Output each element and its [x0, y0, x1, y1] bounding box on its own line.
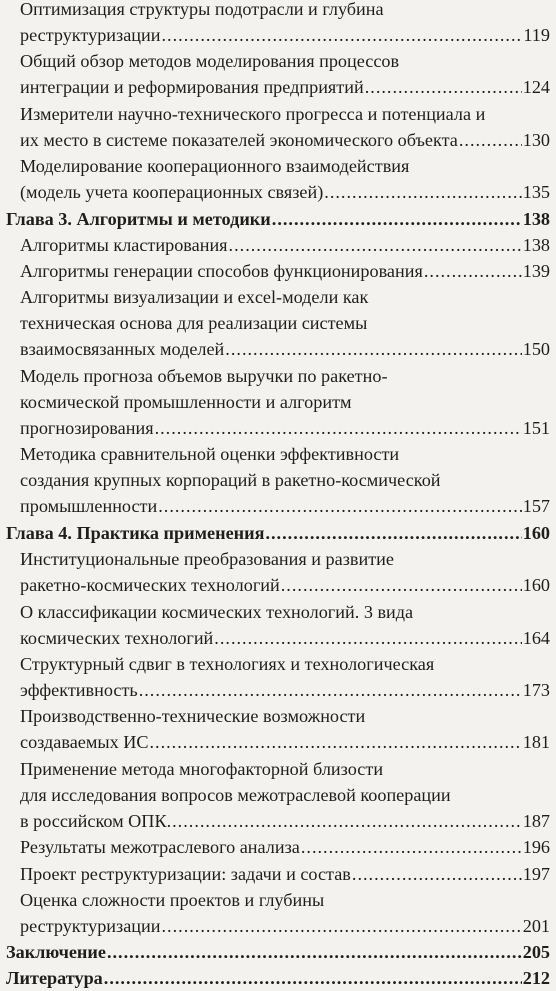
toc-entry-line	[20, 861, 550, 887]
toc-entry	[20, 703, 550, 755]
toc-entry-title: эффективность	[20, 680, 138, 700]
toc-entry-line	[20, 232, 550, 258]
toc-entry-line	[20, 834, 550, 860]
toc-entry-title: реструктуризации	[20, 25, 161, 45]
dot-leader	[225, 336, 521, 362]
toc-entry-line: Общий обзор методов моделирования процессов	[20, 51, 400, 72]
dot-leader	[172, 808, 522, 834]
dot-leader	[424, 258, 522, 284]
toc-entry-line	[20, 808, 550, 834]
toc-page-number: 160	[522, 523, 550, 543]
toc-entry-line	[6, 939, 550, 965]
dot-leader	[301, 834, 522, 860]
dot-leader	[265, 520, 521, 546]
dot-leader	[272, 206, 522, 232]
dot-leader	[365, 74, 522, 100]
dot-leader	[107, 939, 522, 965]
toc-page-number: 119	[523, 25, 550, 45]
dot-leader	[214, 625, 521, 651]
toc-entry	[20, 599, 550, 651]
toc-entry-line	[20, 74, 550, 100]
toc-page-number: 124	[522, 77, 550, 98]
dot-leader	[104, 965, 522, 991]
toc-page-number: 130	[522, 129, 550, 150]
toc-entry-line	[20, 729, 550, 755]
toc-entry	[20, 0, 550, 48]
dot-leader	[281, 572, 522, 598]
toc-entry-line	[20, 179, 550, 205]
toc-entry-line: Методика сравнительной оценки эффективности	[20, 444, 400, 465]
dot-leader	[149, 729, 521, 755]
toc-entry-title: в российском ОПК.	[20, 810, 172, 831]
toc-entry-line	[20, 258, 550, 284]
toc-entry-line	[20, 493, 550, 519]
toc-entry-line: Алгоритмы визуализации и excel-модели как	[20, 287, 369, 308]
toc-entry-line: Оценка сложности проектов и глубины	[20, 889, 325, 910]
toc-entry	[6, 520, 550, 546]
toc-entry-line	[20, 677, 550, 703]
toc-entry-line	[20, 913, 550, 939]
toc-entry	[20, 363, 550, 441]
toc-entry	[20, 651, 550, 703]
toc-entry-title: Алгоритмы генерации способов функционирования	[20, 261, 423, 281]
dot-leader	[324, 179, 521, 205]
toc-page-number: 196	[522, 837, 550, 858]
toc-page-number: 197	[522, 863, 550, 884]
toc-entry-title: космических технологий	[20, 627, 214, 648]
toc-entry-line	[6, 520, 550, 546]
toc-entry-line: космической промышленности и алгоритм	[20, 391, 352, 412]
toc-entry-line	[20, 336, 550, 362]
toc-entry-line: Измерители научно-технического прогресса и потенциала и	[20, 103, 486, 124]
dot-leader	[459, 127, 522, 153]
toc-page-number: 212	[522, 968, 550, 989]
toc-entry-line: Оптимизация структуры подотрасли и глубина	[20, 0, 384, 19]
toc-page-number: 164	[522, 627, 550, 648]
toc-entry-title: их место в системе показателей экономического объекта	[20, 129, 458, 150]
toc-entry-title: создаваемых ИС	[20, 732, 149, 753]
toc-entry-title: Результаты межотраслевого анализа	[20, 837, 300, 858]
toc-entry	[20, 887, 550, 939]
toc-page-number: 205	[522, 942, 550, 963]
toc-entry	[20, 48, 550, 100]
toc-entry-line	[20, 127, 550, 153]
dot-leader	[155, 415, 522, 441]
dot-leader	[162, 22, 523, 48]
toc-entry-title: промышленности	[20, 496, 158, 517]
toc-page-number: 160	[522, 575, 550, 596]
toc-entry-line	[6, 206, 550, 232]
toc-entry	[6, 206, 550, 232]
toc-entry-line: Производственно-технические возможности	[20, 706, 366, 727]
toc-entry-title: Глава 3. Алгоритмы и методики	[6, 208, 271, 229]
dot-leader	[229, 232, 522, 258]
toc-entry-title: ракетно-космических технологий	[20, 575, 280, 596]
toc-page-number: 157	[522, 496, 550, 517]
toc-entry	[20, 232, 550, 258]
toc-entry	[6, 939, 550, 965]
toc-entry-line: О классификации космических технологий. 3 вида	[20, 601, 414, 622]
toc-entry-title: взаимосвязанных моделей	[20, 339, 225, 360]
toc-entry	[20, 441, 550, 519]
toc-page-number: 151	[522, 417, 550, 438]
toc-page-number: 139	[522, 261, 550, 281]
toc-entry-line	[6, 965, 550, 991]
toc-entry-line	[20, 22, 550, 48]
toc-entry-title: Литература	[6, 968, 103, 989]
toc-page-number: 173	[522, 680, 550, 700]
toc-entry-title: реструктуризации	[20, 915, 161, 936]
toc-page-number: 138	[522, 208, 550, 229]
toc-page-number: 135	[522, 182, 550, 203]
toc-entry-line: Модель прогноза объемов выручки по ракетно-	[20, 365, 388, 386]
dot-leader	[158, 493, 521, 519]
toc-page-number: 138	[522, 234, 550, 255]
toc-entry-title: Проект реструктуризации: задачи и состав	[20, 863, 351, 884]
toc-entry	[20, 258, 550, 284]
toc-entry-line: создания крупных корпораций в ракетно-космической	[20, 470, 441, 491]
toc-entry-line: Применение метода многофакторной близости	[20, 758, 384, 779]
toc-entry	[20, 153, 550, 205]
toc-entry	[6, 965, 550, 991]
toc-entry-title: Алгоритмы кластирования	[20, 234, 228, 255]
toc-entry	[20, 101, 550, 153]
toc-page-number: 150	[522, 339, 550, 360]
toc-entry-line: Моделирование кооперационного взаимодействия	[20, 156, 410, 177]
toc-entry-line	[20, 415, 550, 441]
toc-entry-line	[20, 625, 550, 651]
toc-entry-title: интеграции и реформирования предприятий	[20, 77, 364, 98]
toc-entry-title: Глава 4. Практика применения	[6, 523, 265, 543]
toc-entry	[20, 756, 550, 834]
toc-page-number: 187	[522, 810, 550, 831]
toc-page-number: 181	[522, 732, 550, 753]
dot-leader	[162, 913, 522, 939]
toc-entry-title: Заключение	[6, 942, 106, 963]
dot-leader	[139, 677, 522, 703]
toc-entry-line: Структурный сдвиг в технологиях и технологическая	[20, 654, 435, 674]
toc-entry	[20, 546, 550, 598]
dot-leader	[352, 861, 522, 887]
toc-entry-title: прогнозирования	[20, 417, 154, 438]
toc-page-number: 201	[522, 915, 550, 936]
toc-entry-line: Институциональные преобразования и развитие	[20, 549, 394, 570]
toc-entry	[20, 861, 550, 887]
toc-entry-title: (модель учета кооперационных связей)	[20, 182, 324, 203]
toc-entry	[20, 284, 550, 362]
toc-entry-line	[20, 572, 550, 598]
toc-entry-line: техническая основа для реализации системы	[20, 313, 368, 334]
toc-entry-line: для исследования вопросов межотраслевой кооперации	[20, 784, 451, 805]
toc-entry	[20, 834, 550, 860]
